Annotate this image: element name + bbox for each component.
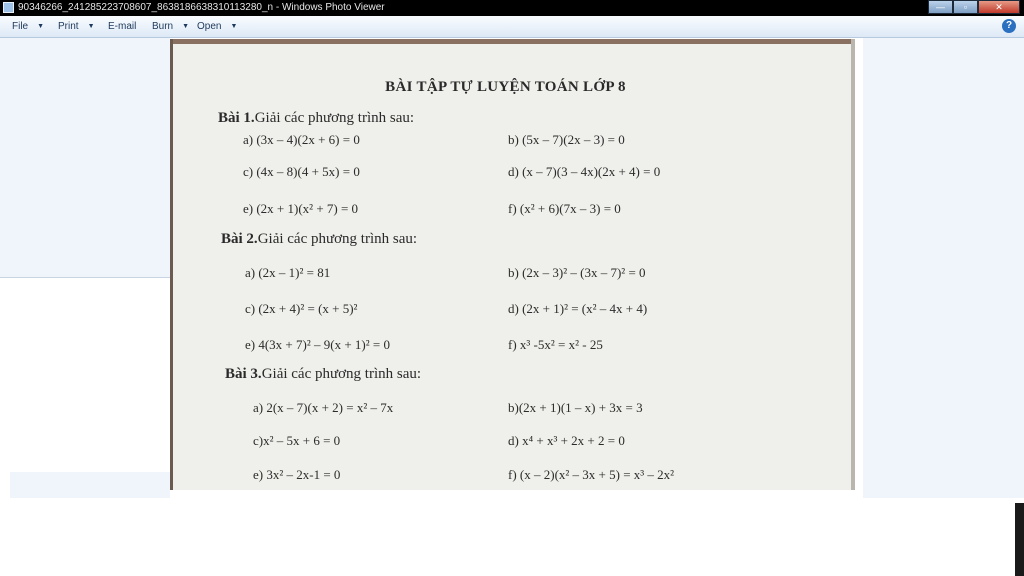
print-menu[interactable] xyxy=(58,20,95,34)
section-label: Bài 1. xyxy=(218,110,255,126)
problem: a) (2x – 1)² = 81 xyxy=(245,265,331,280)
minimize-button[interactable]: — xyxy=(928,0,953,14)
title-bar xyxy=(0,0,1024,16)
section-prompt: Giải các phương trình sau: xyxy=(257,231,418,247)
problem: b) (2x – 3)² – (3x – 7)² = 0 xyxy=(508,265,646,280)
file-menu[interactable] xyxy=(12,20,44,34)
problem: d) x⁴ + x³ + 2x + 2 = 0 xyxy=(508,433,625,448)
divider xyxy=(0,277,170,278)
section-label: Bài 2. xyxy=(221,231,258,247)
section-label: Bài 3. xyxy=(225,366,262,382)
chevron-down-icon: ▼ xyxy=(182,23,190,30)
file-menu-label: File xyxy=(12,21,29,32)
problem: e) 4(3x + 7)² – 9(x + 1)² = 0 xyxy=(245,337,390,352)
problem: b) (5x – 7)(2x – 3) = 0 xyxy=(508,132,625,147)
problem: b)(2x + 1)(1 – x) + 3x = 3 xyxy=(508,400,643,415)
section-prompt: Giải các phương trình sau: xyxy=(261,366,422,382)
problem: c) (2x + 4)² = (x + 5)² xyxy=(245,301,358,316)
chevron-down-icon: ▼ xyxy=(37,23,45,30)
print-menu-label: Print xyxy=(58,21,79,32)
window-title: 90346266_241285223708607_8638186638310113280_n - Windows Photo Viewer xyxy=(18,2,385,13)
problem: c)x² – 5x + 6 = 0 xyxy=(253,433,341,448)
help-icon[interactable]: ? xyxy=(1002,19,1016,33)
section-prompt: Giải các phương trình sau: xyxy=(254,110,415,126)
problem: e) 3x² – 2x-1 = 0 xyxy=(253,467,341,482)
close-button[interactable]: ✕ xyxy=(978,0,1020,14)
viewer-background xyxy=(0,38,170,277)
problem: d) (x – 7)(3 – 4x)(2x + 4) = 0 xyxy=(508,164,661,179)
problem: d) (2x + 1)² = (x² – 4x + 4) xyxy=(508,301,648,316)
menu-bar xyxy=(0,16,1024,38)
problem: f) x³ -5x² = x² - 25 xyxy=(508,337,603,352)
window-controls xyxy=(928,0,1020,14)
problem: f) (x² + 6)(7x – 3) = 0 xyxy=(508,201,621,216)
photo-edge xyxy=(851,39,855,490)
email-button[interactable]: E-mail xyxy=(108,21,137,32)
taskbar-edge xyxy=(1015,503,1024,576)
section-heading xyxy=(221,231,417,248)
photo-edge xyxy=(173,39,855,44)
problem: e) (2x + 1)(x² + 7) = 0 xyxy=(243,201,359,216)
burn-menu[interactable] xyxy=(152,20,189,34)
maximize-button[interactable]: ▫ xyxy=(953,0,978,14)
problem: f) (x – 2)(x² – 3x + 5) = x³ – 2x² xyxy=(508,467,675,482)
section-heading xyxy=(218,110,414,127)
open-menu-label: Open xyxy=(197,21,222,32)
burn-menu-label: Burn xyxy=(152,21,174,32)
section-heading xyxy=(225,366,421,383)
worksheet-title: BÀI TẬP TỰ LUYỆN TOÁN LỚP 8 xyxy=(385,79,626,95)
problem: a) (3x – 4)(2x + 6) = 0 xyxy=(243,132,360,147)
open-menu[interactable] xyxy=(197,20,237,34)
problem: a) 2(x – 7)(x + 2) = x² – 7x xyxy=(253,400,394,415)
viewer-background xyxy=(10,472,170,498)
viewer-background xyxy=(863,38,1024,498)
problem: c) (4x – 8)(4 + 5x) = 0 xyxy=(243,164,360,179)
photo-image[interactable] xyxy=(170,39,855,490)
chevron-down-icon: ▼ xyxy=(87,23,95,30)
chevron-down-icon: ▼ xyxy=(230,23,238,30)
photo-viewer-app-icon xyxy=(3,2,14,13)
